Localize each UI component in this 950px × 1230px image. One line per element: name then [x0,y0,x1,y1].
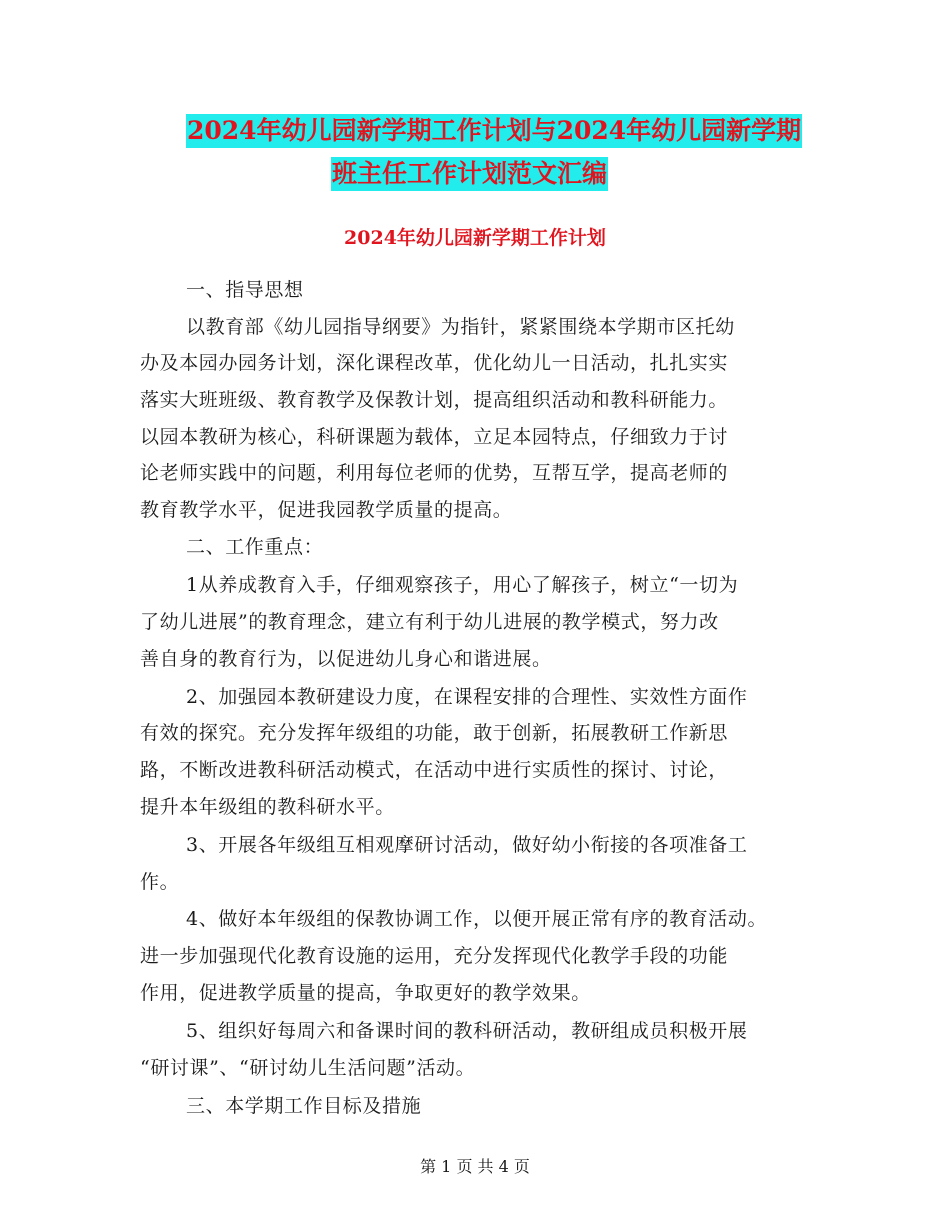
paragraph-line: 2、加强园本教研建设力度，在课程安排的合理性、实效性方面作 [186,686,748,708]
section-title: 2024年幼儿园新学期工作计划 [344,227,606,249]
paragraph-line: 落实大班班级、教育教学及保教计划，提高组织活动和教科研能力。 [140,389,729,411]
paragraph-line: 善自身的教育行为，以促进幼儿身心和谐进展。 [140,648,552,670]
paragraph-line: 以园本教研为核心，科研课题为载体，立足本园特点，仔细致力于讨 [140,426,729,448]
paragraph-line: 5、组织好每周六和备课时间的教科研活动，教研组成员积极开展 [186,1020,748,1042]
paragraph-line: 进一步加强现代化教育设施的运用，充分发挥现代化教学手段的功能 [140,945,729,967]
paragraph-line: 有效的探究。充分发挥年级组的功能，敢于创新，拓展教研工作新思 [140,722,729,744]
paragraph-line: 路，不断改进教科研活动模式，在活动中进行实质性的探讨、讨论， [140,759,729,781]
document-title-line-1: 2024年幼儿园新学期工作计划与2024年幼儿园新学期 [186,114,802,148]
page-footer: 第 1 页 共 4 页 [420,1157,530,1176]
paragraph-line: “研讨课”、“研讨幼儿生活问题”活动。 [140,1057,476,1079]
heading-guiding-thought: 一、指导思想 [186,279,304,301]
paragraph-line: 1从养成教育入手，仔细观察孩子，用心了解孩子，树立“一切为 [186,574,739,596]
paragraph-line: 作用，促进教学质量的提高，争取更好的教学效果。 [140,982,591,1004]
paragraph-line: 4、做好本年级组的保教协调工作，以便开展正常有序的教育活动。 [186,908,768,930]
paragraph-line: 论老师实践中的问题，利用每位老师的优势，互帮互学，提高老师的 [140,462,729,484]
paragraph-line: 提升本年级组的教科研水平。 [140,796,395,818]
heading-semester-goals: 三、本学期工作目标及措施 [186,1095,422,1117]
paragraph-line: 了幼儿进展”的教育理念，建立有利于幼儿进展的教学模式，努力改 [140,611,719,633]
paragraph-line: 以教育部《幼儿园指导纲要》为指针，紧紧围绕本学期市区托幼 [186,316,735,338]
paragraph-line: 办及本园办园务计划，深化课程改革，优化幼儿一日活动，扎扎实实 [140,352,729,374]
document-title-line-2: 班主任工作计划范文汇编 [331,157,608,191]
paragraph-line: 3、开展各年级组互相观摩研讨活动，做好幼小衔接的各项准备工 [186,834,748,856]
heading-work-focus: 二、工作重点： [186,536,324,558]
paragraph-line: 作。 [140,871,180,893]
paragraph-line: 教育教学水平，促进我园教学质量的提高。 [140,499,513,521]
